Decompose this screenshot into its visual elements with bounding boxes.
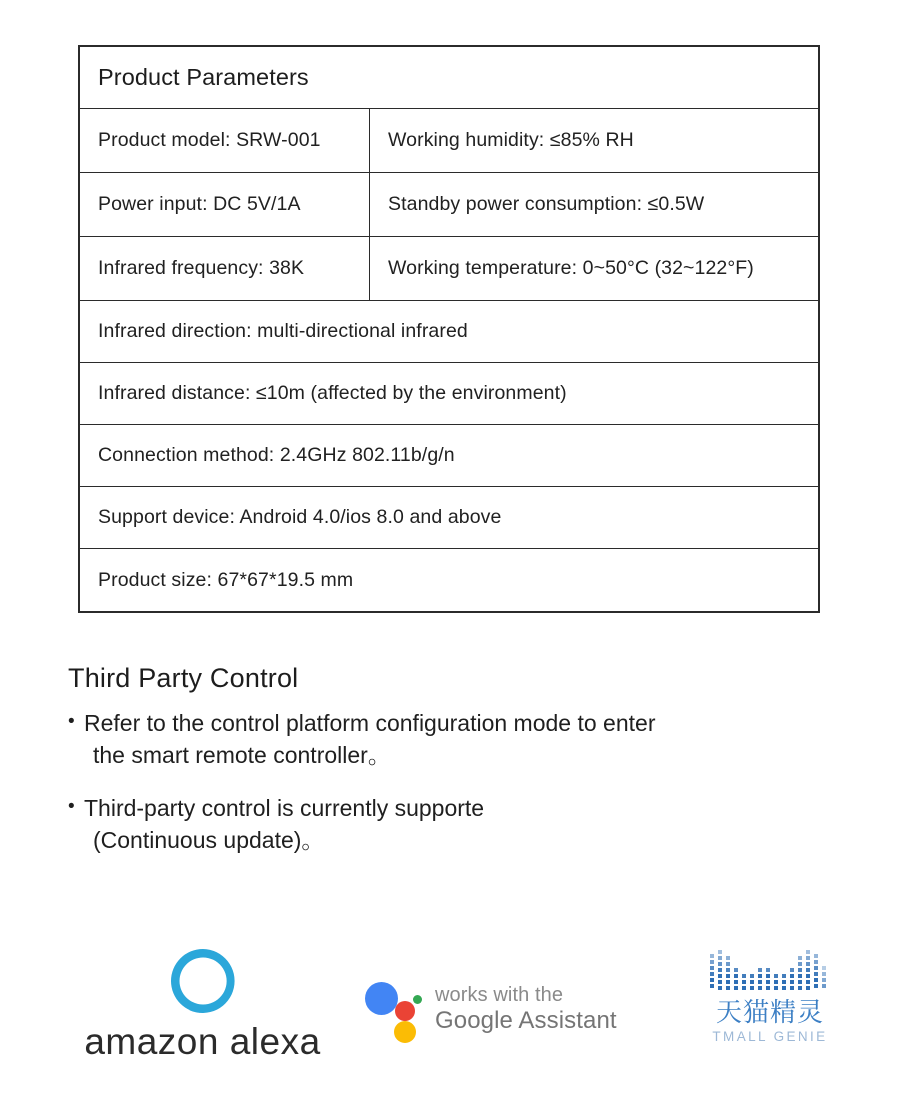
- list-item: [68, 708, 868, 771]
- table-row: [80, 173, 818, 237]
- bullet-dot-icon: •: [68, 796, 75, 818]
- spec-cell-left: Product model: SRW-001: [80, 109, 370, 172]
- table-row: [80, 363, 818, 425]
- list-item-text: [84, 708, 844, 771]
- spec-cell-full: Connection method: 2.4GHz 802.11b/g/n: [98, 444, 455, 466]
- section-heading: Third Party Control: [68, 663, 299, 693]
- table-row: [80, 301, 818, 363]
- table-title-row: [80, 47, 818, 109]
- table-row: [80, 425, 818, 487]
- table-row: [80, 237, 818, 301]
- google-dot-red-icon: [395, 1001, 415, 1021]
- spec-cell-full: Infrared distance: ≤10m (affected by the environment): [98, 382, 567, 404]
- tmall-genie-chinese-name: 天猫精灵: [715, 998, 824, 1028]
- bullet-dot-icon: •: [68, 711, 75, 732]
- list-item-line1: Refer to the control platform configuration mode to enter: [84, 710, 656, 736]
- google-dot-blue-icon: [365, 982, 398, 1015]
- amazon-alexa-logo: [55, 945, 350, 1060]
- list-item: [68, 793, 868, 856]
- list-item-line2: the smart remote controller。: [93, 741, 391, 768]
- table-row: [80, 549, 818, 611]
- spec-cell-full: Support device: Android 4.0/ios 8.0 and above: [98, 506, 502, 528]
- google-assistant-wordmark: [435, 984, 617, 1034]
- table-title: Product Parameters: [98, 64, 309, 90]
- tmall-genie-logo: [695, 948, 845, 1044]
- google-assistant-line2: Google Assistant: [435, 1006, 617, 1034]
- list-item-text: [84, 793, 844, 856]
- spec-cell-full: Product size: 67*67*19.5 mm: [98, 568, 354, 591]
- list-item-line2: (Continuous update)。: [93, 827, 325, 854]
- google-assistant-logo: [365, 980, 617, 1038]
- spec-cell-full: Infrared direction: multi-directional infrared: [98, 320, 468, 342]
- tmall-genie-dot-matrix-icon: [709, 948, 831, 992]
- partner-logo-strip: [0, 940, 900, 1090]
- list-item-line1: Third-party control is currently supporte: [84, 795, 485, 822]
- tmall-genie-english-name: TMALL GENIE: [712, 1029, 828, 1045]
- third-party-bullet-list: [68, 708, 868, 857]
- spec-cell-left: Infrared frequency: 38K: [80, 237, 370, 300]
- google-assistant-dots-icon: [365, 980, 425, 1038]
- spec-cell-right: Working temperature: 0~50°C (32~122°F): [388, 257, 754, 279]
- spec-cell-right: Standby power consumption: ≤0.5W: [388, 193, 705, 215]
- table-row: [80, 487, 818, 549]
- google-dot-green-icon: [413, 995, 422, 1004]
- table-row: [80, 109, 818, 173]
- google-assistant-line1: works with the: [435, 984, 564, 1007]
- amazon-alexa-ring-icon: [167, 945, 239, 1017]
- spec-cell-left: Power input: DC 5V/1A: [80, 173, 370, 236]
- product-parameters-table: [78, 45, 820, 613]
- spec-cell-right: Working humidity: ≤85% RH: [388, 129, 634, 151]
- third-party-control-section: [68, 663, 868, 879]
- amazon-alexa-wordmark: amazon alexa: [84, 1021, 321, 1062]
- google-dot-yellow-icon: [394, 1021, 416, 1043]
